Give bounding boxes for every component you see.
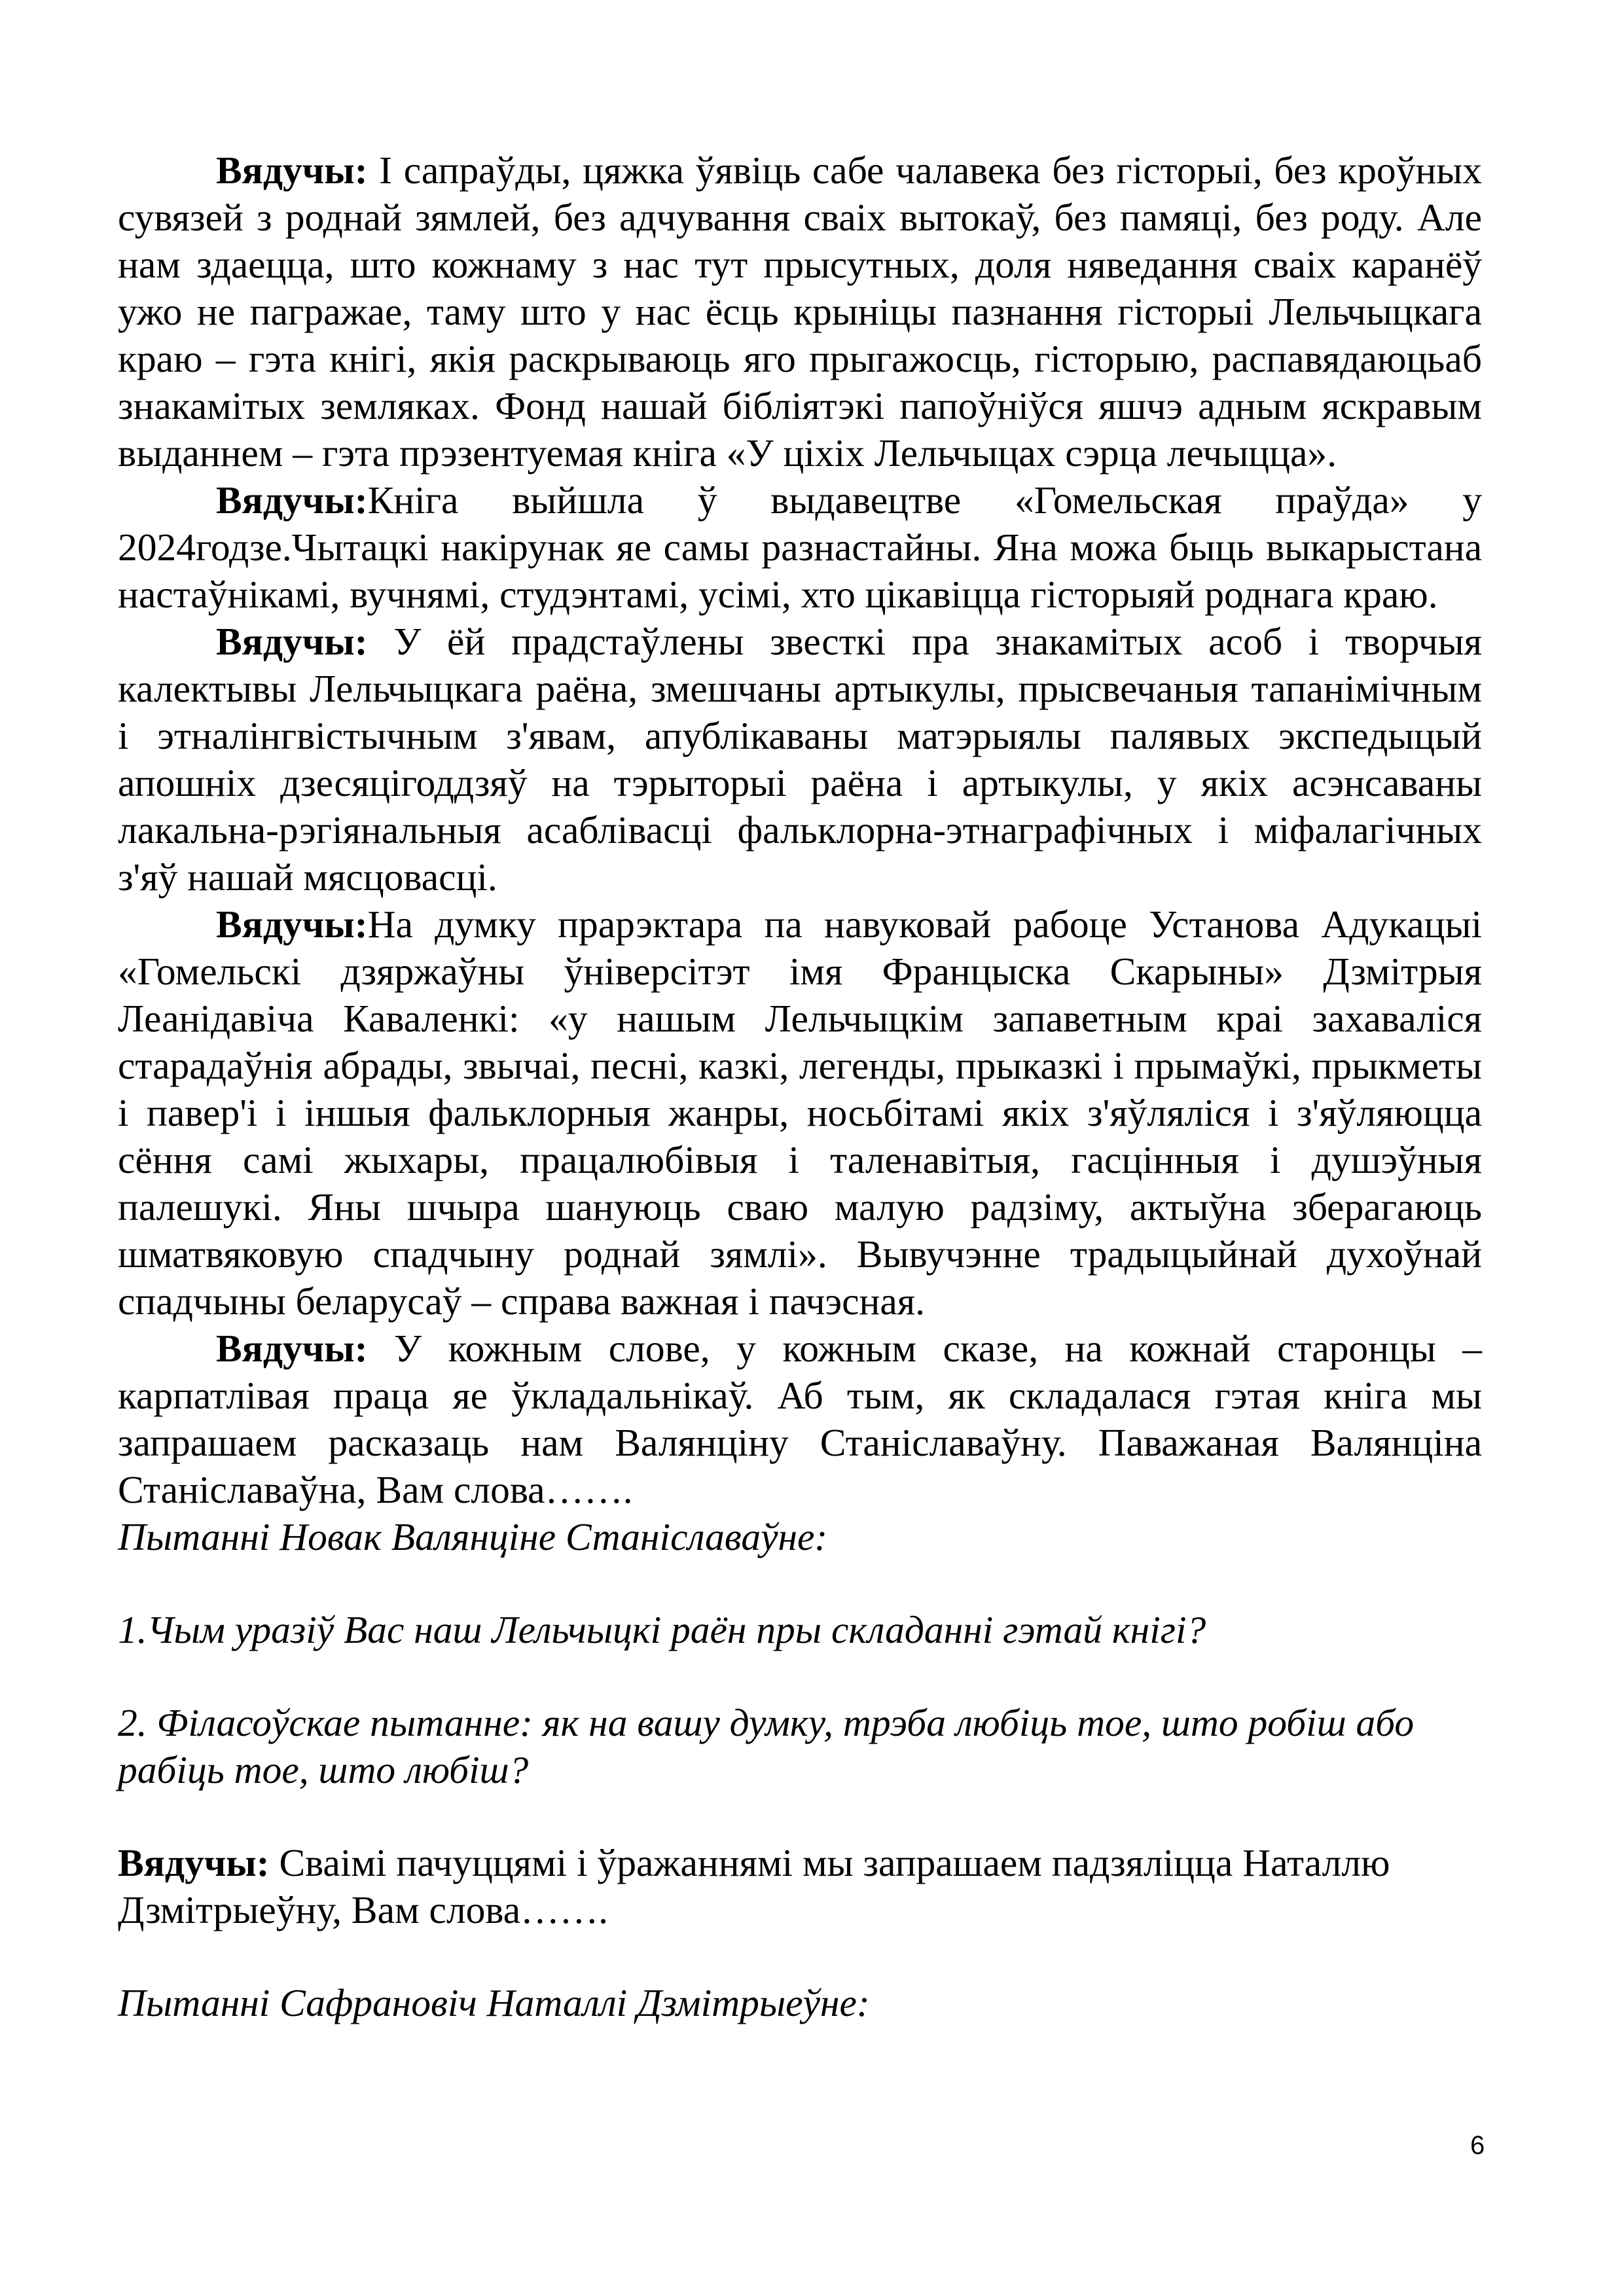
paragraph-text: І сапраўды, цяжка ўявіць сабе чалавека без гісторыі, без кроўных сувязей з роднай зямлей, без адчування сваіх вытокаў, без памяці, без роду. Але нам здаецца, што кожнаму з нас тут прысутных, доля няведання сваіх каранёў ужо не пагражае, таму што у нас ёсць крыніцы пазнання гісторыі Лельчыцкага краю – гэта кнігі, якія раскрываюць яго прыгажосць, гісторыю, распавядаюцьаб знакамітых земляках. Фонд нашай бібліятэкі папоўніўся яшчэ адным яскравым выданнем – гэта прэзентуемая кніга «У ціхіх Лельчыцах сэрца лечыцца». <box>118 149 1482 475</box>
paragraph-text: У ёй прадстаўлены звесткі пра знакамітых асоб і творчыя калектывы Лельчыцкага раёна, змешчаны артыкулы, прысвечаныя тапанімічным і этналінгвістычным з'явам, апублікаваны матэрыялы палявых экспедыцый апошніх дзесяцігоддзяў на тэрыторыі раёна і артыкулы, у якіх асэнсаваны лакальна-рэгіянальныя асаблівасці фальклорна-этнаграфічных і міфалагічных з'яў нашай мясцовасці. <box>118 620 1482 899</box>
questions-heading-1: Пытанні Новак Валянціне Станіславаўне: <box>118 1515 828 1558</box>
paragraph-text: У кожным слове, у кожным сказе, на кожнай старонцы – карпатлівая праца яе ўкладальнікаў. Аб тым, як складалася гэтая кніга мы запрашаем расказаць нам Валянціну Станіславаўну. Паважаная Валянціна Станіславаўна, Вам слова……. <box>118 1327 1482 1511</box>
questions-heading-2: Пытанні Сафрановіч Наталлі Дзмітрыеўне: <box>118 1981 870 2024</box>
speaker-label: Вядучы: <box>216 149 368 192</box>
speaker-label: Вядучы: <box>118 1841 270 1884</box>
paragraph-4 <box>118 901 1482 1325</box>
question-2: 2. Філасоўскае пытанне: як на вашу думку, трэба любіць тое, што робіш або рабіць тое, што любіш? <box>118 1701 1415 1791</box>
speaker-label: Вядучы: <box>216 903 368 946</box>
paragraph-text: Сваімі пачуццямі і ўражаннямі мы запрашаем падзяліцца Наталлю Дзмітрыеўну, Вам слова……. <box>118 1841 1390 1931</box>
paragraph-5 <box>118 1325 1482 1513</box>
paragraph-2 <box>118 476 1482 618</box>
final-paragraph <box>118 1839 1482 1933</box>
speaker-label: Вядучы: <box>216 478 368 522</box>
paragraph-text: На думку прарэктара па навуковай рабоце Установа Адукацыі «Гомельскі дзяржаўны ўніверсітэт імя Францыска Скарыны» Дзмітрыя Леанідавіча Каваленкі: «у нашым Лельчыцкім запаветным краі захаваліся старадаўнія абрады, звычаі, песні, казкі, легенды, прыказкі і прымаўкі, прыкметы і павер'і і іншыя фальклорныя жанры, носьбітамі якіх з'яўляліся і з'яўляюцца сёння самі жыхары, працалюбівыя і таленавітыя, гасцінныя і душэўныя палешукі. Яны шчыра шануюць сваю малую радзіму, актыўна зберагаюць шматвяковую спадчыну роднай зямлі». Вывучэнне традыцыйнай духоўнай спадчыны беларусаў – справа важная і пачэсная. <box>118 903 1482 1323</box>
paragraph-3 <box>118 618 1482 901</box>
paragraph-1 <box>118 147 1482 476</box>
page-number: 6 <box>1470 2131 1485 2160</box>
speaker-label: Вядучы: <box>216 620 368 663</box>
question-1: 1.Чым уразіў Вас наш Лельчыцкі раён пры складанні гэтай кнігі? <box>118 1608 1206 1651</box>
speaker-label: Вядучы: <box>216 1327 368 1370</box>
paragraph-text: Кніга выйшла ў выдавецтве «Гомельская праўда» у 2024годзе.Чытацкі накірунак яе самы разнастайны. Яна можа быць выкарыстана настаўнікамі, вучнямі, студэнтамі, усімі, хто цікавіцца гісторыяй роднага краю. <box>118 478 1482 616</box>
page-content <box>118 147 1482 2026</box>
